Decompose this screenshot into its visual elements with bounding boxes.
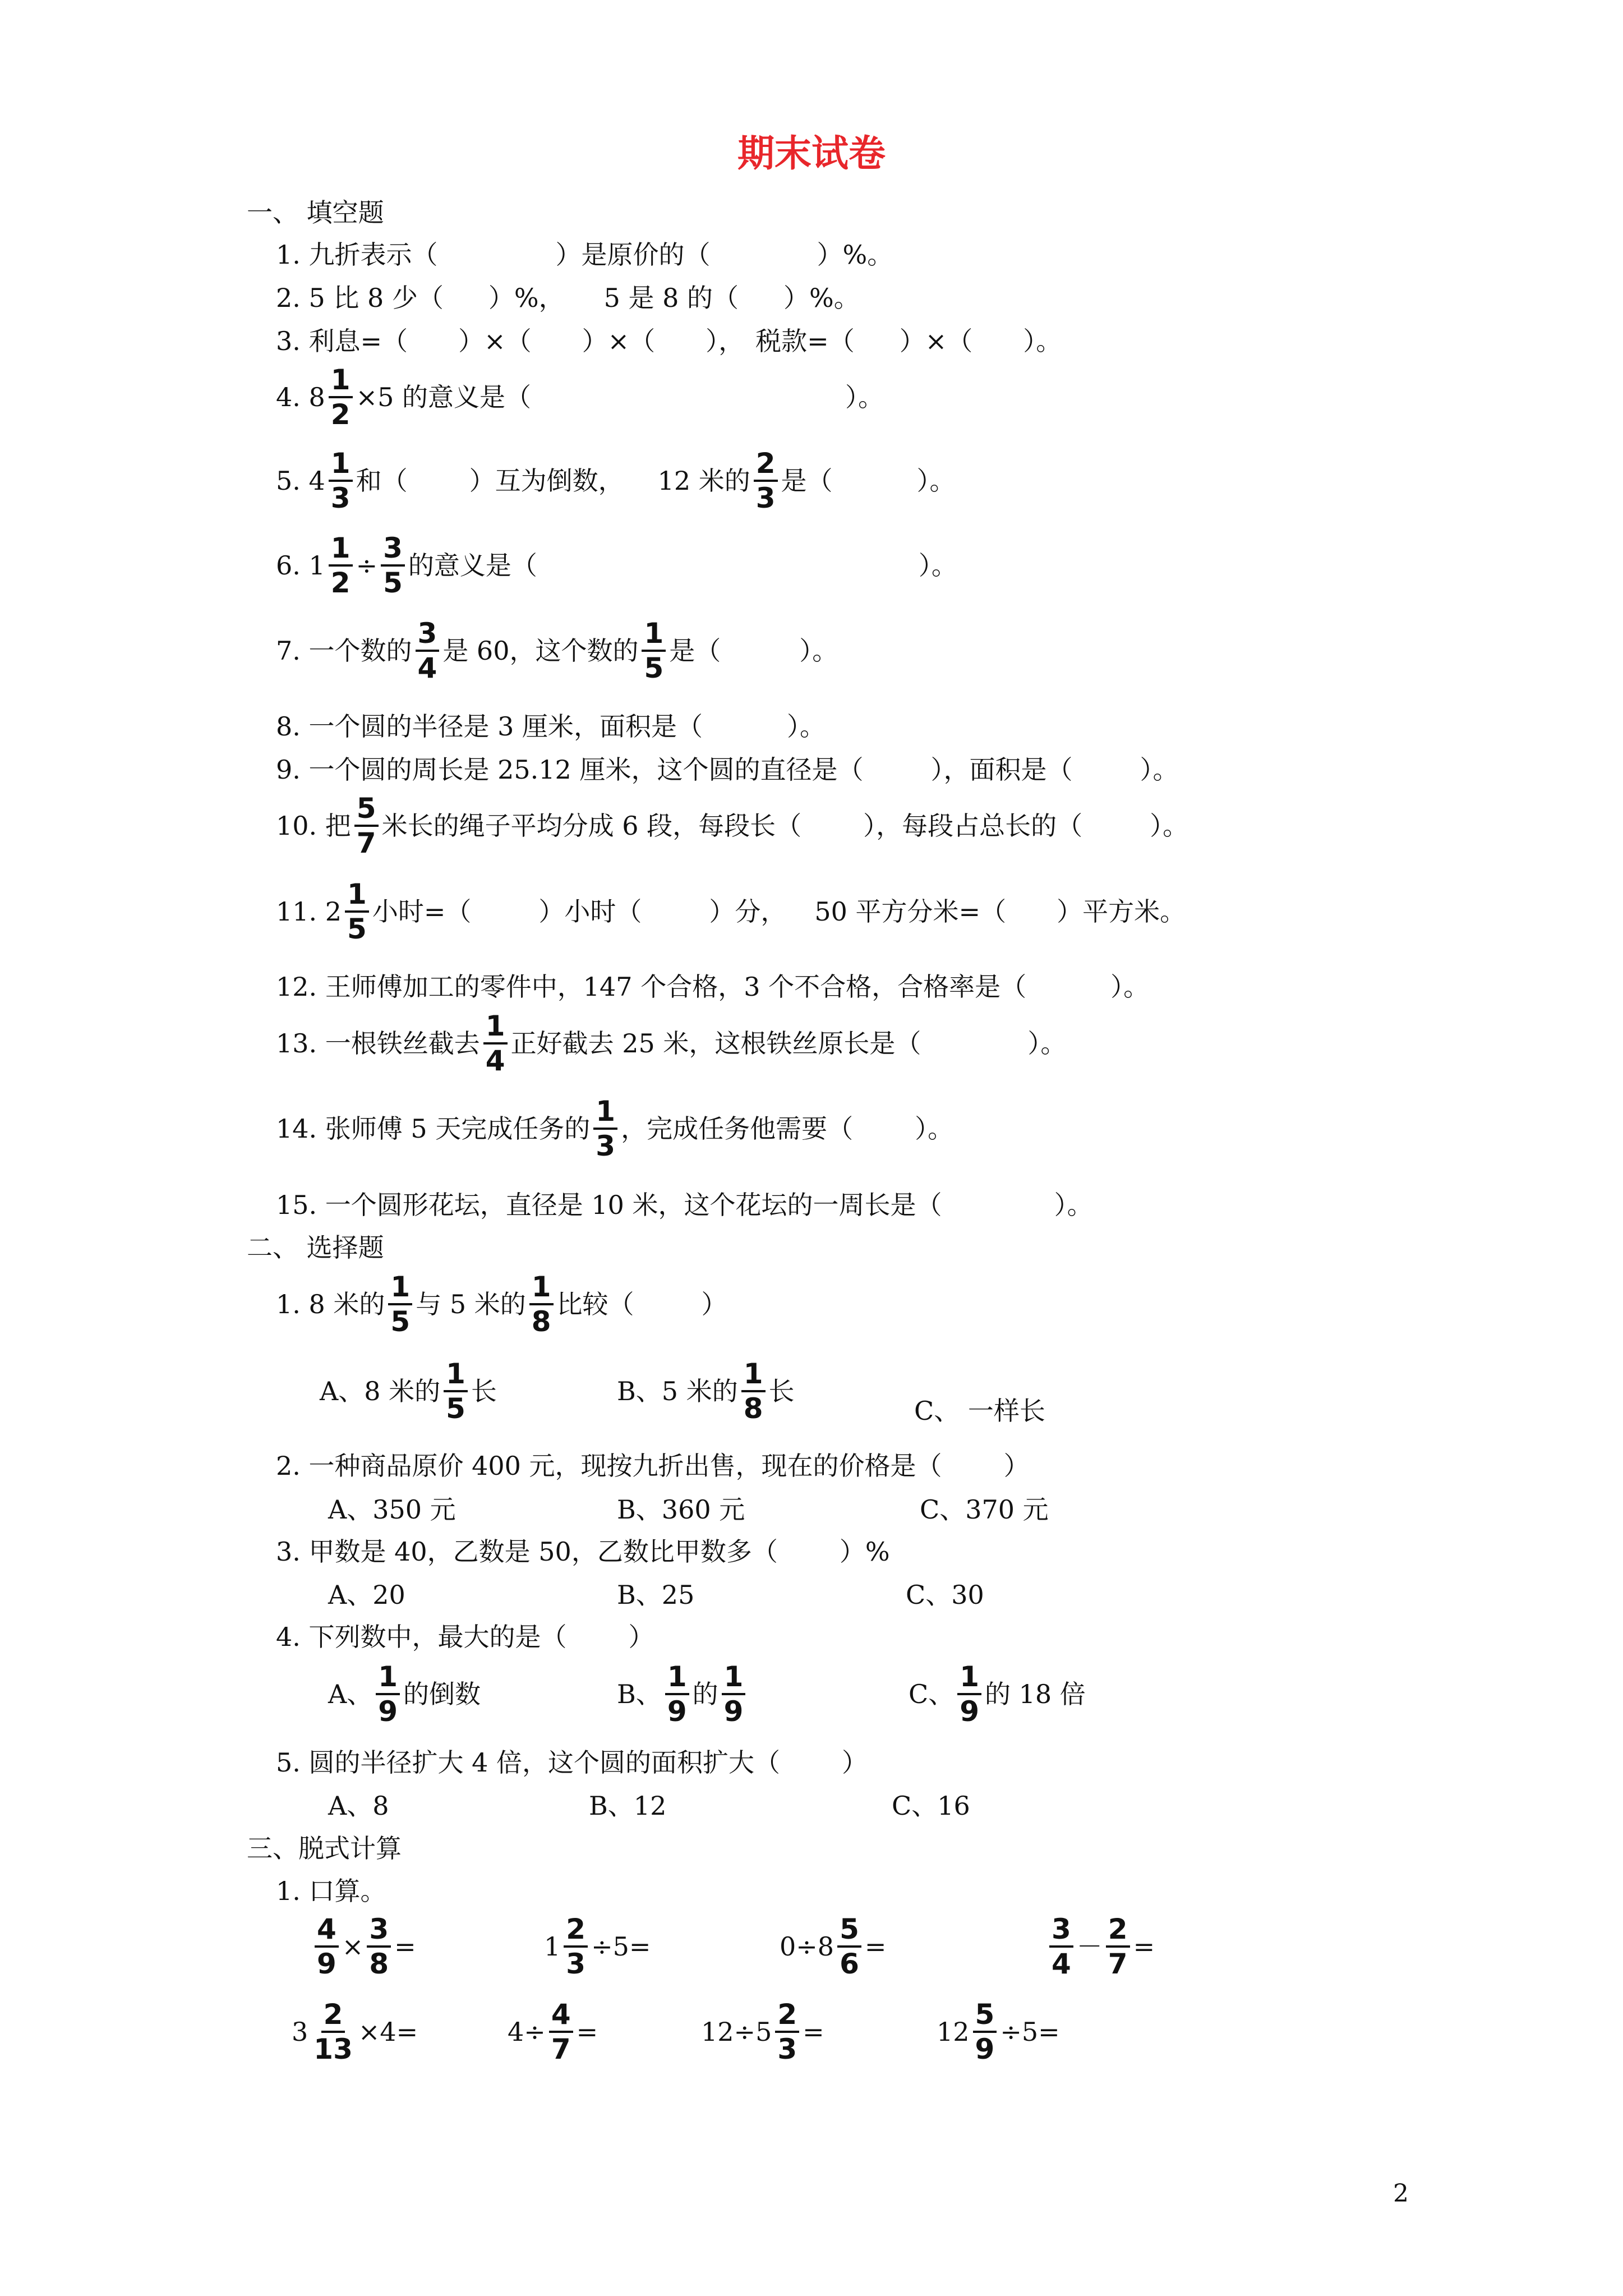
fraction: $\frac{3}{8}$ <box>367 1913 391 1980</box>
question-2-2-option-a: A、350 元 <box>328 1494 456 1525</box>
fraction: $\frac{2}{7}$ <box>1106 1913 1130 1980</box>
calc-2: 1 $\frac{2}{3}$ ÷5= <box>544 1913 651 1980</box>
calc-4: $\frac{3}{4}$ － $\frac{2}{7}$ = <box>1046 1913 1155 1980</box>
fraction: $\frac{1}{2}$ <box>329 364 353 431</box>
question-1-8: 8. 一个圆的半径是 3 厘米，面积是（ ）。 <box>276 711 826 742</box>
fraction: $\frac{1}{3}$ <box>593 1095 617 1162</box>
fraction: $\frac{5}{9}$ <box>973 1998 997 2065</box>
question-1-1: 1. 九折表示（ ）是原价的（ ）%。 <box>276 240 893 270</box>
question-1-7: 7. 一个数的 $\frac{3}{4}$ 是 60，这个数的 $\frac{1}{5}$ 是（ ）。 <box>276 617 838 684</box>
question-1-12: 12. 王师傅加工的零件中，147 个合格，3 个不合格，合格率是（ ）。 <box>276 972 1150 1002</box>
fraction: $\frac{1}{8}$ <box>741 1358 766 1425</box>
question-2-1-option-b: B、5 米的 $\frac{1}{8}$ 长 <box>617 1358 795 1425</box>
page-number: 2 <box>1393 2179 1409 2208</box>
fraction: $\frac{1}{3}$ <box>329 447 353 514</box>
question-2-5-option-b: B、12 <box>589 1791 667 1821</box>
fraction: $\frac{3}{5}$ <box>381 532 405 599</box>
fraction: $\frac{3}{4}$ <box>416 617 440 684</box>
section-1-heading: 一、 填空题 <box>247 197 384 228</box>
question-2-5-option-a: A、8 <box>328 1791 389 1821</box>
question-2-4-option-b: B、 $\frac{1}{9}$ 的 $\frac{1}{9}$ <box>617 1660 749 1728</box>
fraction: $\frac{4}{9}$ <box>315 1913 339 1980</box>
question-2-3-option-c: C、30 <box>906 1580 984 1610</box>
fraction: $\frac{1}{5}$ <box>388 1271 412 1338</box>
fraction: $\frac{1}{9}$ <box>376 1660 400 1728</box>
fraction: $\frac{2}{13}$ <box>313 1998 353 2065</box>
question-2-3: 3. 甲数是 40，乙数是 50，乙数比甲数多（ ）% <box>276 1536 890 1567</box>
question-1-15: 15. 一个圆形花坛，直径是 10 米，这个花坛的一周长是（ ）。 <box>276 1190 1093 1220</box>
page-title: 期末试卷 <box>737 132 886 175</box>
fraction: $\frac{1}{9}$ <box>665 1660 689 1728</box>
section-3-heading: 三、脱式计算 <box>247 1833 402 1864</box>
question-2-2-option-c: C、370 元 <box>920 1494 1049 1525</box>
calc-1: $\frac{4}{9}$ × $\frac{3}{8}$ = <box>311 1913 416 1980</box>
fraction: $\frac{1}{8}$ <box>529 1271 554 1338</box>
question-2-3-option-b: B、25 <box>617 1580 695 1610</box>
fraction: $\frac{1}{5}$ <box>345 878 369 945</box>
question-2-5: 5. 圆的半径扩大 4 倍，这个圆的面积扩大（ ） <box>276 1747 868 1778</box>
question-1-6: 6. 1 $\frac{1}{2}$ ÷ $\frac{3}{5}$ 的意义是（ ）。 <box>276 532 957 599</box>
question-1-10: 10. 把 $\frac{5}{7}$ 米长的绳子平均分成 6 段，每段长（ ），每段占总长的（ ）。 <box>276 792 1189 859</box>
question-2-1-option-a: A、8 米的 $\frac{1}{5}$ 长 <box>320 1358 497 1425</box>
section-2-heading: 二、 选择题 <box>247 1232 384 1263</box>
fraction: $\frac{1}{9}$ <box>722 1660 746 1728</box>
fraction: $\frac{1}{5}$ <box>444 1358 468 1425</box>
section-3-subheading: 1. 口算。 <box>276 1876 386 1906</box>
fraction: $\frac{2}{3}$ <box>775 1998 799 2065</box>
fraction: $\frac{3}{4}$ <box>1049 1913 1073 1980</box>
question-2-4: 4. 下列数中，最大的是（ ） <box>276 1622 654 1652</box>
question-2-2: 2. 一种商品原价 400 元，现按九折出售，现在的价格是（ ） <box>276 1451 1030 1481</box>
question-2-4-option-a: A、 $\frac{1}{9}$ 的倒数 <box>328 1660 481 1728</box>
fraction: $\frac{4}{7}$ <box>549 1998 573 2065</box>
question-2-1: 1. 8 米的 $\frac{1}{5}$ 与 5 米的 $\frac{1}{8}$ 比较（ ） <box>276 1271 727 1338</box>
question-2-3-option-a: A、20 <box>328 1580 405 1610</box>
question-2-5-option-c: C、16 <box>892 1791 970 1821</box>
calc-3: 0÷8 $\frac{5}{6}$ = <box>780 1913 887 1980</box>
question-1-9: 9. 一个圆的周长是 25.12 厘米，这个圆的直径是（ ），面积是（ ）。 <box>276 754 1179 785</box>
question-1-3: 3. 利息=（ ）×（ ）×（ ）， 税款=（ ）×（ ）。 <box>276 326 1062 356</box>
fraction: $\frac{2}{3}$ <box>754 447 778 514</box>
question-1-14: 14. 张师傅 5 天完成任务的 $\frac{1}{3}$ ，完成任务他需要（ ）。 <box>276 1095 954 1162</box>
question-2-2-option-b: B、360 元 <box>617 1494 745 1525</box>
fraction: $\frac{1}{5}$ <box>642 617 666 684</box>
question-2-4-option-c: C、 $\frac{1}{9}$ 的 18 倍 <box>909 1660 1086 1728</box>
question-1-11: 11. 2 $\frac{1}{5}$ 小时=（ ）小时（ ）分， 50 平方分米=（ ）平方米。 <box>276 878 1186 945</box>
calc-8: 12 $\frac{5}{9}$ ÷5= <box>937 1998 1060 2065</box>
question-2-1-option-c: C、 一样长 <box>914 1396 1045 1426</box>
fraction: $\frac{5}{6}$ <box>837 1913 861 1980</box>
fraction: $\frac{1}{9}$ <box>957 1660 981 1728</box>
fraction: $\frac{1}{4}$ <box>483 1010 508 1077</box>
question-1-13: 13. 一根铁丝截去 $\frac{1}{4}$ 正好截去 25 米，这根铁丝原长是（ ）。 <box>276 1010 1067 1077</box>
question-1-2: 2. 5 比 8 少（ ）%， 5 是 8 的（ ）%。 <box>276 283 860 313</box>
calc-5: 3 $\frac{2}{13}$ ×4= <box>292 1998 418 2065</box>
fraction: $\frac{1}{2}$ <box>329 532 353 599</box>
calc-6: 4÷ $\frac{4}{7}$ = <box>508 1998 598 2065</box>
fraction: $\frac{2}{3}$ <box>564 1913 588 1980</box>
calc-7: 12÷5 $\frac{2}{3}$ = <box>701 1998 824 2065</box>
question-1-5: 5. 4 $\frac{1}{3}$ 和（ ）互为倒数， 12 米的 $\frac{2}{3}$ 是（ ）。 <box>276 447 956 514</box>
fraction: $\frac{5}{7}$ <box>354 792 379 859</box>
question-1-4: 4. 8 $\frac{1}{2}$ ×5 的意义是（ ）。 <box>276 364 884 431</box>
